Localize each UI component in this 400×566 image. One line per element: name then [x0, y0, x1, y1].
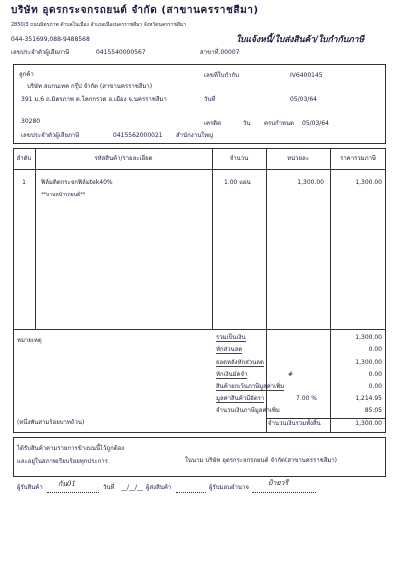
authorized-sign-line	[252, 492, 316, 493]
col-divider-no	[35, 148, 36, 329]
header-unit-price: หน่วยละ	[287, 155, 309, 162]
row-unit-price: 1,300.00	[297, 179, 324, 186]
invoice-no-label: เลขที่ใบกำกับ	[204, 72, 239, 79]
summary-value-deposit: 0.00	[368, 371, 382, 378]
summary-label-deposit: หักเงินมัดจำ	[216, 371, 248, 378]
summary-value-taxable: 1,214.95	[355, 395, 382, 402]
customer-tax-label: เลขประจำตัวผู้เสียภาษี	[21, 132, 80, 139]
receiver-signature: กัน01	[58, 480, 76, 488]
row-amount: 1,300.00	[355, 179, 382, 186]
credit-days-label: วัน	[243, 120, 251, 127]
due-label: ครบกำหนด	[264, 120, 294, 127]
sender-label: ผู้ส่งสินค้า	[146, 484, 172, 491]
row-desc: ฟิล์มติดกระจกฟิล์มtek40%	[41, 179, 113, 186]
summary-value-total: 1,300.00	[355, 420, 382, 427]
authorized-signature: ป้ายวรี	[268, 479, 289, 487]
summary-label-discount: หักส่วนลด	[216, 346, 243, 353]
total-divider	[266, 418, 386, 419]
summary-label-taxable: มูลค่าสินค้ามีอัตรา	[216, 395, 265, 402]
company-phone: 044-351699,088-9488568	[11, 36, 90, 43]
sender-sign-line	[176, 492, 206, 493]
summary-value-exempt: 0.00	[368, 383, 382, 390]
receive-date-label: วันที่	[103, 484, 115, 491]
col-divider-desc	[212, 148, 213, 329]
customer-address: 391 ม.6 ถ.มิตรภาพ ต.โคกกรวด อ.เมือง จ.นครราชสีมา	[21, 96, 167, 103]
authorized-label: ผู้รับมอบอำนาจ	[209, 484, 249, 491]
due-date: 05/03/64	[302, 120, 329, 127]
company-name: บริษัท อุดรกระจกรถยนต์ จำกัด (สาขานครราชสีมา)	[11, 5, 259, 16]
company-branch: สาขาที่.00007	[200, 49, 240, 56]
customer-label: ลูกค้า	[19, 71, 34, 78]
customer-name: บริษัท สแกนเทค กรุ๊ป จำกัด (สาขานครราชสีมา)	[27, 83, 153, 90]
receiver-label: ผู้รับสินค้า	[17, 484, 43, 491]
invoice-date: 05/03/64	[290, 96, 317, 103]
summary-label-after-discount: ยอดหลังหักส่วนลด	[216, 359, 264, 366]
summary-value-discount: 0.00	[368, 346, 382, 353]
row-no: 1	[22, 179, 26, 186]
summary-label-total: จำนวนเงินรวมทั้งสิ้น	[268, 420, 321, 427]
invoice-no: IV6400145	[290, 72, 323, 79]
on-behalf-text: ในนาม บริษัท อุดรกระจกรถยนต์ จำกัด(สาขานครราชสีมา)	[185, 457, 338, 464]
date-label: วันที่	[204, 96, 216, 103]
summary-value-after-discount: 1,300.00	[355, 359, 382, 366]
header-amount: ราคารวมภาษี	[340, 155, 376, 162]
customer-tax-id: 0415562000021	[113, 132, 163, 139]
remark-label: หมายเหตุ	[17, 337, 42, 344]
summary-value-vat: 85.05	[364, 407, 382, 414]
customer-postcode: 30280	[21, 118, 41, 125]
received-text-1: ได้รับสินค้าตามรายการข้างบนนี้ไว้ถูกต้อง	[17, 445, 125, 452]
row-qty: 1.00 แผ่น	[224, 179, 251, 186]
document-title: ใบแจ้งหนี้/ใบส่งสินค้า/ใบกำกับภาษี	[236, 35, 365, 45]
header-desc: รหัสสินค้า/รายละเอียด	[94, 155, 153, 162]
receive-date-blank: __/__/__	[121, 484, 144, 491]
summary-label-vat: จำนวนเงินภาษีมูลค่าเพิ่ม	[216, 407, 280, 414]
summary-value-subtotal: 1,300.00	[355, 334, 382, 341]
baht-text: (หนึ่งพันสามร้อยบาทถ้วน)	[17, 419, 85, 426]
receiver-sign-line	[47, 492, 99, 493]
header-qty: จำนวน	[229, 155, 249, 162]
company-tax-id: 0415540000567	[96, 49, 146, 56]
col-divider-price	[330, 148, 331, 433]
header-no: ลำดับ	[16, 155, 32, 162]
credit-label: เครดิต	[204, 120, 222, 127]
summary-extra-deposit: #	[288, 371, 294, 378]
customer-branch: สำนักงานใหญ่	[176, 132, 214, 139]
row-note: **บานหน้ารถยนต์**	[41, 192, 86, 198]
summary-label-exempt: สินค้ายกเว้นภาษีมูลค่าเพิ่ม	[216, 383, 285, 390]
company-address: 2850/3 ถนนมิตรภาพ ตำบลในเมือง อำเภอเมืองนครราชสีมา จังหวัดนครราชสีมา	[11, 22, 187, 28]
summary-divider	[13, 329, 386, 330]
summary-extra-rate: 7.00 %	[296, 395, 317, 402]
company-tax-label: เลขประจำตัวผู้เสียภาษี	[11, 49, 70, 56]
summary-label-subtotal: รวมเป็นเงิน	[216, 334, 246, 341]
received-text-2: และอยู่ในสภาพเรียบร้อยทุกประการ	[17, 458, 108, 465]
